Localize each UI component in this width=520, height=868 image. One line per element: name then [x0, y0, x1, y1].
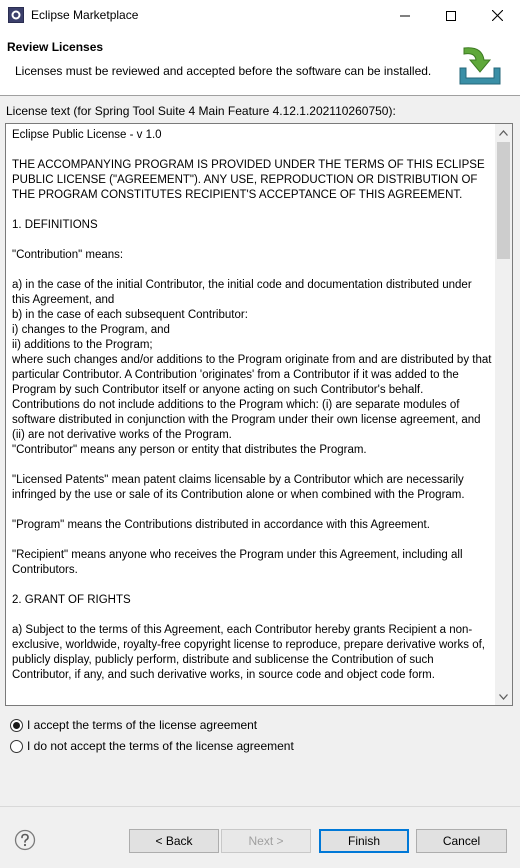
- maximize-icon: [446, 11, 456, 21]
- close-button[interactable]: [474, 0, 520, 31]
- window-title: Eclipse Marketplace: [31, 8, 139, 22]
- page-description: Licenses must be reviewed and accepted before the software can be installed.: [15, 64, 432, 78]
- back-button[interactable]: < Back: [129, 829, 219, 853]
- decline-radio-indicator[interactable]: [10, 740, 23, 753]
- install-tray-arrow-icon: [456, 40, 504, 88]
- decline-radio-label: I do not accept the terms of the license agreement: [27, 739, 294, 753]
- license-text-label: License text (for Spring Tool Suite 4 Main Feature 4.12.1.202110260750):: [6, 104, 396, 118]
- title-bar: [0, 0, 520, 32]
- license-scrollbar[interactable]: [495, 124, 512, 705]
- scroll-up-button[interactable]: [495, 124, 512, 141]
- next-button[interactable]: Next >: [221, 829, 311, 853]
- chevron-down-icon: [499, 694, 508, 700]
- license-text-area[interactable]: [5, 123, 513, 706]
- minimize-icon: [400, 11, 410, 21]
- chevron-up-icon: [499, 130, 508, 136]
- eclipse-app-icon: [8, 7, 24, 23]
- minimize-button[interactable]: [382, 0, 428, 31]
- help-icon[interactable]: [14, 829, 36, 851]
- finish-button[interactable]: Finish: [319, 829, 409, 853]
- decline-license-radio[interactable]: [10, 737, 294, 755]
- license-text-content: Eclipse Public License - v 1.0 THE ACCOMPANYING PROGRAM IS PROVIDED UNDER THE TERMS OF THIS ECLIPSE PUBLIC LICENSE ("AGREEMENT"). ANY USE, REPRODUCTION OR DISTRIBUTION OF THE PROGRAM CONSTITUTES RECIPIENT'S ACCEPTANCE OF THIS AGREEMENT. 1. DEFINITIONS "Contribution" means: a) in the case of the initial Contributor, the initial code and documentation distributed under this Agreement, and b) in the case of each subsequent Contributor: i) changes to the Program, and ii) additions to the Program; where such changes and/or additions to the Program originate from and are distributed by that particular Contributor. A Contribution 'originates' from a Contributor if it was added to the Program by such Contributor itself or anyone acting on such Contributor's behalf. Contributions do not include additions to the Program which: (i) are separate modules of software distributed in conjunction with the Program under their own license agreement, and (ii) are not derivative works of the Program. "Contributor" means any person or entity that distributes the Program. "Licensed Patents" mean patent claims licensable by a Contributor which are necessarily infringed by the use or sale of its Contribution alone or when combined with the Program. "Program" means the Contributions distributed in accordance with this Agreement. "Recipient" means anyone who receives the Program under this Agreement, including all Contributors. 2. GRANT OF RIGHTS a) Subject to the terms of this Agreement, each Contributor hereby grants Recipient a non-exclusive, worldwide, royalty-free copyright license to reproduce, prepare derivative works of, publicly display, publicly perform, distribute and sublicense the Contribution of such Contributor, if any, and such derivative works, in source code and object code form.: [12, 129, 492, 681]
- accept-license-radio[interactable]: [10, 716, 257, 734]
- close-icon: [492, 10, 503, 21]
- maximize-button[interactable]: [428, 0, 474, 31]
- accept-radio-label: I accept the terms of the license agreement: [27, 718, 258, 732]
- accept-radio-indicator[interactable]: [10, 719, 23, 732]
- wizard-header: [0, 31, 520, 96]
- scroll-thumb[interactable]: [497, 142, 510, 259]
- button-bar-separator: [0, 806, 520, 807]
- scroll-down-button[interactable]: [495, 688, 512, 705]
- cancel-button[interactable]: Cancel: [416, 829, 507, 853]
- page-title: Review Licenses: [7, 40, 104, 54]
